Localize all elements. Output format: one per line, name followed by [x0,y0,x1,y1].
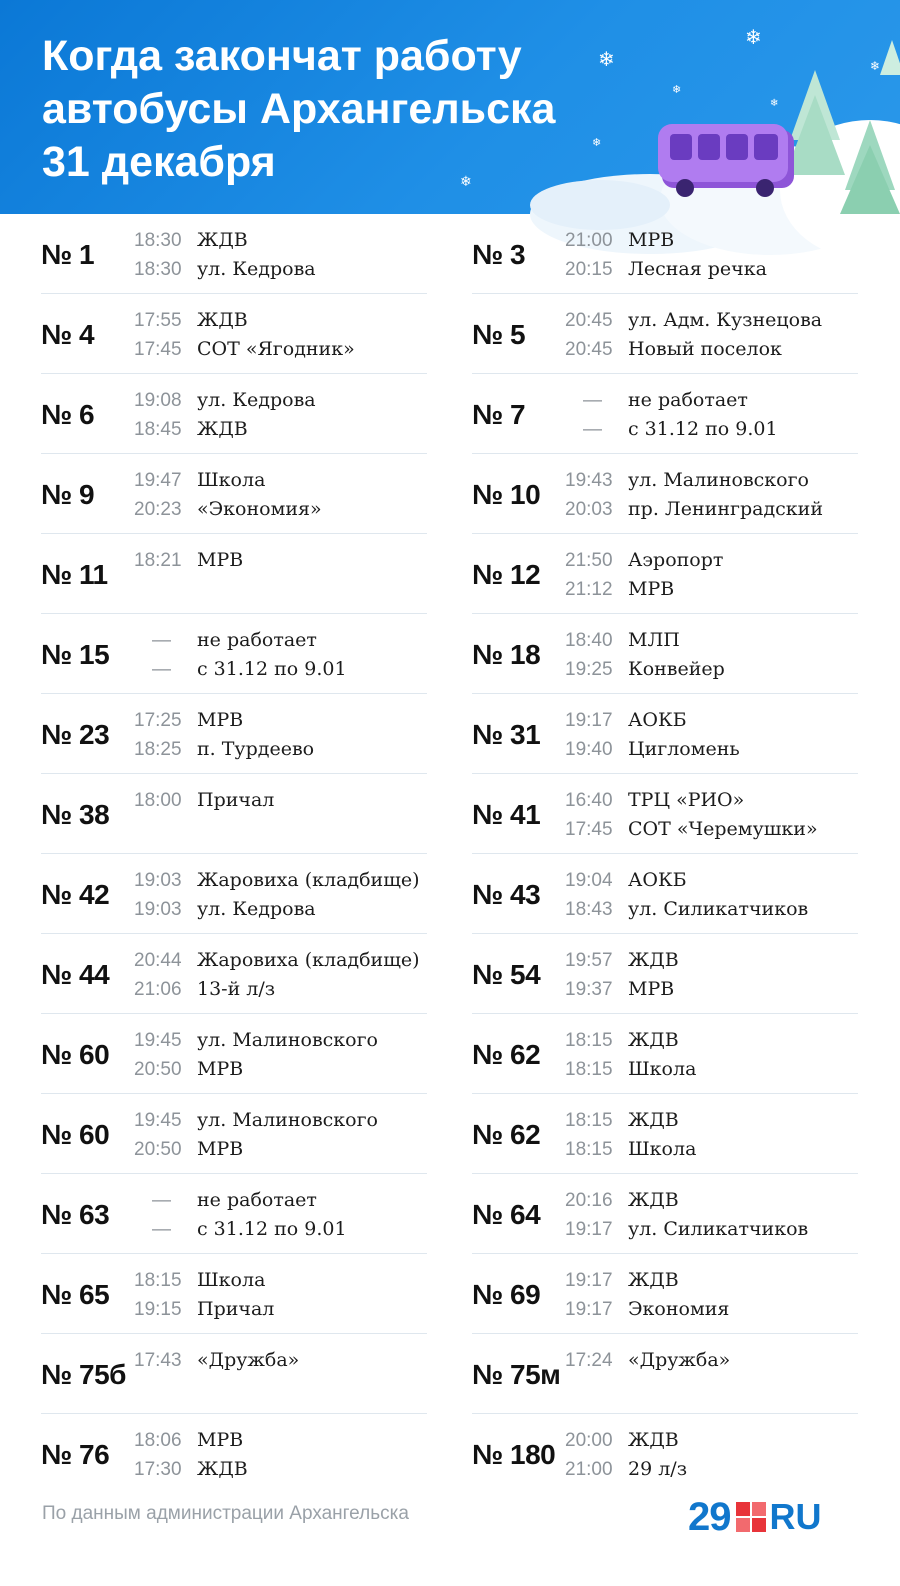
departure-time: — [583,390,602,411]
departure-times [565,946,623,1004]
stop-names [197,306,437,364]
departure-time: 18:06 [134,1430,182,1451]
stop-names [197,866,437,924]
route-number: № 38 [41,799,110,830]
table-row [472,534,858,614]
route-number: № 60 [41,1039,110,1070]
departure-times [565,626,623,684]
stop-names [197,786,437,815]
stop-names [628,706,868,764]
table-row [472,374,858,454]
route-number: № 62 [472,1039,541,1070]
departure-time: 19:57 [565,950,613,971]
stop-name: ул. Силикатчиков [628,898,809,920]
stop-name: СОТ «Черемушки» [628,818,818,840]
route-number: № 54 [472,959,541,990]
route-number: № 75б [41,1359,126,1390]
route-number: № 65 [41,1279,110,1310]
departure-time: 17:30 [134,1459,182,1480]
stop-names [197,1426,437,1484]
stop-names [197,1346,437,1375]
table-row [41,774,427,854]
stop-name: Аэропорт [628,549,724,571]
stop-name: ЖДВ [628,949,679,971]
departure-times [134,866,192,924]
stop-name: МРВ [197,1058,244,1080]
stop-name: ЖДВ [628,1109,679,1131]
route-number: № 42 [41,879,110,910]
table-row [41,1094,427,1174]
departure-times [134,1346,192,1375]
departure-times [565,546,623,604]
departure-times [565,306,623,364]
svg-text:❄: ❄ [770,98,779,109]
departure-time: 17:45 [134,339,182,360]
table-row [472,214,858,294]
departure-times [565,1106,623,1164]
stop-name: Цигломень [628,738,740,760]
departure-time: 20:23 [134,499,182,520]
departure-times [134,1026,192,1084]
route-number: № 60 [41,1119,110,1150]
stop-name: не работает [197,1189,317,1211]
stop-name: Жаровиха (кладбище) [197,949,420,971]
stop-names [628,786,868,844]
departure-times [134,466,192,524]
stop-name: с 31.12 по 9.01 [197,658,347,680]
departure-time: 20:45 [565,310,613,331]
stop-names [628,386,868,444]
departure-time: 18:40 [565,630,613,651]
table-row [472,1414,858,1494]
departure-time: 20:00 [565,1430,613,1451]
route-number: № 7 [472,399,526,430]
stop-name: 13-й л/з [197,978,276,1000]
stop-name: МЛП [628,629,680,651]
stop-name: ул. Адм. Кузнецова [628,309,823,331]
departure-time: — [152,630,171,651]
stop-name: АОКБ [628,709,687,731]
stop-name: СОТ «Ягодник» [197,338,355,360]
departure-times [565,466,623,524]
route-number: № 64 [472,1199,541,1230]
stop-name: с 31.12 по 9.01 [197,1218,347,1240]
departure-time: 18:15 [565,1030,613,1051]
departure-time: — [152,1190,171,1211]
stop-name: ЖДВ [197,1458,248,1480]
departure-times [565,1426,623,1484]
stop-name: Причал [197,1298,275,1320]
departure-time: 19:08 [134,390,182,411]
departure-times [134,706,192,764]
departure-time: 17:55 [134,310,182,331]
stop-names [197,546,437,575]
route-number: № 1 [41,239,95,270]
departure-time: 19:43 [565,470,613,491]
departure-times [134,226,192,284]
departure-time: 18:43 [565,899,613,920]
stop-names [628,866,868,924]
table-row [41,694,427,774]
stop-name: ул. Малиновского [197,1029,378,1051]
stop-names [628,1106,868,1164]
table-row [41,534,427,614]
departure-time: 18:25 [134,739,182,760]
route-number: № 43 [472,879,541,910]
departure-time: — [152,659,171,680]
svg-text:❄: ❄ [672,83,682,96]
departure-times [134,546,192,575]
stop-name: с 31.12 по 9.01 [628,418,778,440]
departure-time: — [152,1219,171,1240]
stop-name: МРВ [197,549,244,571]
stop-name: ул. Малиновского [628,469,809,491]
stop-name: Школа [628,1058,697,1080]
stop-names [628,466,868,524]
departure-time: 19:03 [134,870,182,891]
departure-times [134,1186,192,1244]
stop-names [628,1346,868,1375]
stop-names [197,466,437,524]
departure-time: 18:21 [134,550,182,571]
route-number: № 41 [472,799,541,830]
departure-times [565,1186,623,1244]
route-number: № 12 [472,559,541,590]
departure-time: 20:50 [134,1059,182,1080]
departure-time: 19:25 [565,659,613,680]
stop-name: МРВ [197,709,244,731]
departure-times [565,706,623,764]
stop-names [197,1026,437,1084]
departure-times [565,786,623,844]
departure-time: 20:50 [134,1139,182,1160]
stop-name: ул. Силикатчиков [628,1218,809,1240]
stop-name: пр. Ленинградский [628,498,823,520]
stop-names [197,946,437,1004]
departure-time: 16:40 [565,790,613,811]
stop-name: Причал [197,789,275,811]
table-row [41,854,427,934]
departure-time: 19:03 [134,899,182,920]
table-row [41,1254,427,1334]
departure-times [565,1266,623,1324]
table-row [41,1414,427,1494]
stop-name: ЖДВ [628,1429,679,1451]
stop-names [628,626,868,684]
table-row [472,454,858,534]
table-row [472,1254,858,1334]
stop-name: «Дружба» [628,1349,731,1371]
page-title: Когда закончат работу автобусы Архангельска 31 декабря [42,32,556,186]
route-number: № 75м [472,1359,561,1390]
departure-time: 19:04 [565,870,613,891]
departure-time: 17:45 [565,819,613,840]
stop-names [197,1106,437,1164]
departure-times [134,386,192,444]
stop-names [628,1026,868,1084]
stop-names [197,226,437,284]
stop-name: Школа [628,1138,697,1160]
svg-text:❄: ❄ [870,59,881,73]
stop-name: Новый поселок [628,338,782,360]
header-banner [0,0,900,214]
table-row [41,614,427,694]
table-row [41,1174,427,1254]
departure-time: 19:17 [565,710,613,731]
stop-name: Жаровиха (кладбище) [197,869,420,891]
snowflake-icon: ❄ [598,47,615,71]
route-number: № 4 [41,319,95,350]
departure-times [134,1106,192,1164]
departure-time: 19:47 [134,470,182,491]
route-number: № 76 [41,1439,110,1470]
route-number: № 18 [472,639,541,670]
stop-name: Экономия [628,1298,730,1320]
stop-name: ЖДВ [628,1269,679,1291]
departure-time: 20:45 [565,339,613,360]
departure-time: 21:00 [565,1459,613,1480]
departure-time: 18:30 [134,259,182,280]
stop-name: ул. Кедрова [197,258,316,280]
stop-names [197,1266,437,1324]
stop-names [197,1186,437,1244]
route-number: № 5 [472,319,526,350]
logo-number: 29 [688,1494,731,1539]
departure-time: 18:15 [134,1270,182,1291]
table-row [472,1334,858,1414]
table-row [41,1334,427,1414]
stop-name: ЖДВ [197,229,248,251]
stop-name: «Экономия» [197,498,322,520]
stop-name: ЖДВ [628,1189,679,1211]
stop-name: Школа [197,1269,266,1291]
route-number: № 69 [472,1279,541,1310]
table-row [472,614,858,694]
departure-times [134,306,192,364]
departure-time: 19:17 [565,1219,613,1240]
table-row [472,1174,858,1254]
stop-names [628,1186,868,1244]
table-row [472,1094,858,1174]
departure-times [565,866,623,924]
departure-time: 19:17 [565,1270,613,1291]
table-row [472,294,858,374]
route-number: № 3 [472,239,526,270]
winter-bus-illustration [460,0,900,214]
departure-time: 20:44 [134,950,182,971]
departure-time: 18:15 [565,1059,613,1080]
departure-time: 17:43 [134,1350,182,1371]
departure-time: 17:24 [565,1350,613,1371]
stop-name: не работает [628,389,748,411]
departure-time: 20:16 [565,1190,613,1211]
route-number: № 23 [41,719,110,750]
source-note: По данным администрации Архангельска [42,1503,409,1524]
departure-time: 19:17 [565,1299,613,1320]
departure-time: 19:45 [134,1030,182,1051]
route-number: № 63 [41,1199,110,1230]
svg-text:❄: ❄ [745,25,762,49]
departure-time: 19:40 [565,739,613,760]
departure-time: 18:15 [565,1139,613,1160]
table-row [41,214,427,294]
table-row [472,774,858,854]
logo-squares-icon [736,1502,766,1532]
stop-name: ЖДВ [197,418,248,440]
stop-names [628,1426,868,1484]
route-number: № 44 [41,959,110,990]
departure-time: 21:06 [134,979,182,1000]
departure-time: 20:15 [565,259,613,280]
stop-name: не работает [197,629,317,651]
departure-times [565,1346,623,1375]
table-row [41,454,427,534]
departure-time: 17:25 [134,710,182,731]
departure-times [134,786,192,815]
route-number: № 10 [472,479,541,510]
stop-names [197,386,437,444]
stop-name: п. Турдеево [197,738,315,760]
bus-icon [658,124,794,197]
svg-text:❄: ❄ [592,136,602,149]
stop-names [628,946,868,1004]
route-number: № 31 [472,719,541,750]
departure-time: 18:45 [134,419,182,440]
stop-name: Лесная речка [628,258,767,280]
departure-time: 21:00 [565,230,613,251]
departure-times [134,1426,192,1484]
route-number: № 180 [472,1439,556,1470]
site-logo [688,1495,822,1539]
stop-name: ТРЦ «РИО» [628,789,745,811]
departure-times [565,386,623,444]
departure-time: 21:50 [565,550,613,571]
stop-name: Конвейер [628,658,725,680]
table-row [41,934,427,1014]
departure-times [134,1266,192,1324]
schedule-column-left [41,214,427,1494]
stop-names [197,626,437,684]
departure-times [565,1026,623,1084]
stop-name: МРВ [197,1429,244,1451]
stop-name: «Дружба» [197,1349,300,1371]
stop-name: МРВ [628,229,675,251]
departure-times [134,946,192,1004]
table-row [472,694,858,774]
stop-name: ул. Кедрова [197,898,316,920]
stop-name: 29 л/з [628,1458,688,1480]
stop-name: МРВ [197,1138,244,1160]
stop-names [628,306,868,364]
stop-name: МРВ [628,578,675,600]
table-row [472,854,858,934]
schedule-column-right [472,214,858,1494]
route-number: № 62 [472,1119,541,1150]
table-row [41,374,427,454]
departure-time: 21:12 [565,579,613,600]
table-row [41,1014,427,1094]
departure-time: 18:15 [565,1110,613,1131]
route-number: № 15 [41,639,110,670]
departure-time: — [583,419,602,440]
stop-names [197,706,437,764]
stop-name: МРВ [628,978,675,1000]
stop-names [628,546,868,604]
departure-times [134,626,192,684]
svg-text:❄: ❄ [460,174,472,190]
departure-time: 20:03 [565,499,613,520]
departure-time: 19:37 [565,979,613,1000]
stop-name: ул. Малиновского [197,1109,378,1131]
table-row [41,294,427,374]
departure-time: 19:15 [134,1299,182,1320]
stop-name: ул. Кедрова [197,389,316,411]
table-row [472,934,858,1014]
stop-name: ЖДВ [628,1029,679,1051]
table-row [472,1014,858,1094]
route-number: № 6 [41,399,95,430]
departure-time: 19:45 [134,1110,182,1131]
stop-name: Школа [197,469,266,491]
route-number: № 11 [41,559,108,590]
departure-times [565,226,623,284]
stop-names [628,1266,868,1324]
departure-time: 18:30 [134,230,182,251]
stop-name: АОКБ [628,869,687,891]
logo-ru: RU [769,1496,822,1537]
departure-time: 18:00 [134,790,182,811]
route-number: № 9 [41,479,95,510]
stop-names [628,226,868,284]
stop-name: ЖДВ [197,309,248,331]
